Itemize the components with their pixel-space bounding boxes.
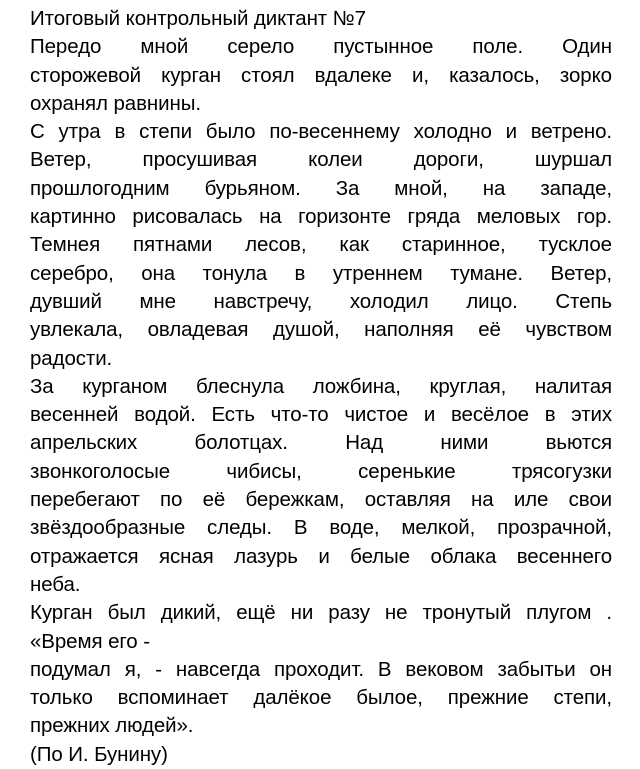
text-line: радости. xyxy=(30,346,113,370)
text-line: Передо мной серело пустынное поле. Один xyxy=(30,35,612,59)
text-line: Ветер, просушивая колеи дороги, шуршал xyxy=(30,148,612,172)
text-line: серебро, она тонула в утреннем тумане. Ветер, xyxy=(30,261,612,285)
text-line: картинно рисовалась на горизонте гряда меловых гор. xyxy=(30,205,612,229)
text-line: прежних людей». xyxy=(30,714,194,738)
text-line: апрельских болотцах. Над ними вьются xyxy=(30,431,612,455)
text-line: дувший мне навстречу, холодил лицо. Степь xyxy=(30,289,612,313)
text-line: Темнея пятнами лесов, как старинное, тусклое xyxy=(30,233,612,257)
text-line: перебегают по её бережкам, оставляя на иле свои xyxy=(30,488,612,512)
document-title: Итоговый контрольный диктант №7 xyxy=(30,7,366,30)
text-line: прошлогодним бурьяном. За мной, на западе, xyxy=(30,176,612,200)
attribution-line: (По И. Бунину) xyxy=(30,742,168,766)
text-line: С утра в степи было по-весеннему холодно и ветрено. xyxy=(30,120,612,144)
text-line: отражается ясная лазурь и белые облака весеннего xyxy=(30,544,612,568)
text-line: звонкоголосые чибисы, серенькие трясогузки xyxy=(30,459,612,483)
text-line: только вспоминает далёкое былое, прежние степи, xyxy=(30,686,612,710)
text-line: весенней водой. Есть что-то чистое и весёлое в этих xyxy=(30,403,612,427)
text-line: охранял равнины. xyxy=(30,91,201,115)
text-line: подумал я, - навсегда проходит. В вековом забытьи он xyxy=(30,657,612,681)
text-line: Курган был дикий, ещё ни разу не тронутый плугом . xyxy=(30,601,612,625)
text-line: неба. xyxy=(30,572,81,596)
text-line: За курганом блеснула ложбина, круглая, налитая xyxy=(30,374,612,398)
text-line: «Время его - xyxy=(30,629,150,653)
text-line: звёздообразные следы. В воде, мелкой, прозрачной, xyxy=(30,516,612,540)
document-page xyxy=(30,5,612,769)
text-line: увлекала, овладевая душой, наполняя её чувством xyxy=(30,318,612,342)
text-line: сторожевой курган стоял вдалеке и, казалось, зорко xyxy=(30,63,612,87)
